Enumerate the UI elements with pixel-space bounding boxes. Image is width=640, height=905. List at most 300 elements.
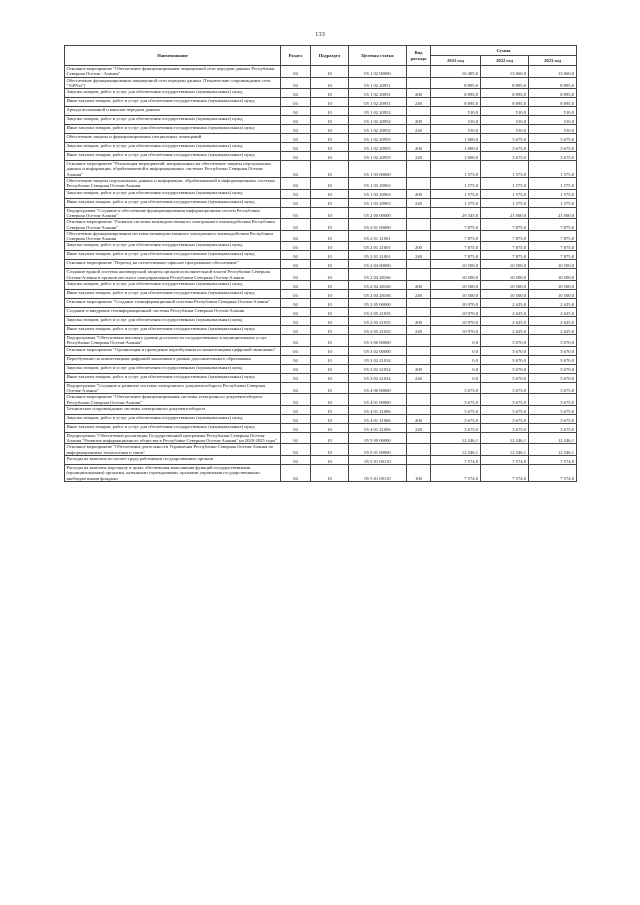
row-sum-2023: 10 500,0 [529,281,577,290]
row-vid: 200 [407,414,431,423]
table-row [65,308,577,317]
table-row [65,290,577,299]
table-row [65,189,577,198]
row-target: 05 1 03 00000 [349,161,407,178]
row-sum-2023: 510,0 [529,116,577,125]
col-header-2022: 2022 год [481,56,529,66]
row-sum-2022: 1 575,0 [481,161,529,178]
row-sum-2022: 5 670,0 [481,364,529,373]
row-sum-2021: 0,0 [431,346,481,355]
row-sum-2022: 8 895,0 [481,89,529,98]
row-vid [407,134,431,143]
row-name: Основное мероприятие "Создание геоинформационной системы Республики Северная Осетия-Алания" [65,299,281,308]
row-target: 05 1 02 20955 [349,134,407,143]
row-vid [407,299,431,308]
row-sum-2022: 13 060,0 [481,66,529,78]
row-sum-2022: 8 895,0 [481,77,529,89]
budget-table [64,45,577,482]
table-row [65,281,577,290]
row-name: Иные закупки товаров, работ и услуг для обеспечения государственных (муниципальных) нужд [65,326,281,335]
row-sum-2023: 10 500,0 [529,269,577,281]
row-sum-2022: 2 625,0 [481,326,529,335]
row-sum-2022: 12 246,1 [481,432,529,444]
row-sum-2022: 7 574,0 [481,456,529,465]
row-vid [407,66,431,78]
table-row [65,242,577,251]
table-row [65,230,577,242]
row-sum-2022: 10 500,0 [481,290,529,299]
table-row [65,116,577,125]
row-razdel: 04 [281,178,311,190]
row-podrazdel: 10 [311,242,349,251]
row-podrazdel: 10 [311,134,349,143]
row-sum-2023: 8 895,0 [529,77,577,89]
row-sum-2021: 510,0 [431,125,481,134]
row-vid: 240 [407,125,431,134]
row-sum-2023: 8 895,0 [529,98,577,107]
row-name: Расходы на выплаты персоналу в целях обеспечения выполнения функций государственными (муниципальными) органами, казенными учреждениями, органами управления государственными внебюджетными фондами [65,465,281,482]
table-row [65,260,577,269]
row-razdel: 04 [281,77,311,89]
row-target: 05 3 02 21034 [349,364,407,373]
row-sum-2022: 1 575,0 [481,189,529,198]
row-sum-2022: 3 675,0 [481,382,529,394]
row-sum-2021: 1 000,0 [431,143,481,152]
row-podrazdel: 10 [311,77,349,89]
row-name: Основное мероприятие "Организация и проведение переобучения по компетенциям цифровой экономики" [65,346,281,355]
row-target: 05 4 00 00000 [349,382,407,394]
row-sum-2023: 2 625,0 [529,299,577,308]
row-vid [407,335,431,347]
row-sum-2023: 1 575,0 [529,189,577,198]
row-vid [407,260,431,269]
row-name: Закупка товаров, работ и услуг для обеспечения государственных (муниципальных) нужд [65,143,281,152]
row-target: 05 1 03 20963 [349,198,407,207]
table-row [65,134,577,143]
row-sum-2021: 3 675,0 [431,382,481,394]
row-sum-2022: 5 670,0 [481,335,529,347]
row-podrazdel: 10 [311,444,349,456]
row-podrazdel: 10 [311,465,349,482]
row-name: Иные закупки товаров, работ и услуг для обеспечения государственных (муниципальных) нужд [65,152,281,161]
row-name: Основное мероприятие "Обеспечение функционирования защищенной сети передачи данных Республики Северная Осетия - Алания" [65,66,281,78]
row-target: 05 3 00 00000 [349,335,407,347]
row-podrazdel: 10 [311,364,349,373]
row-razdel: 04 [281,444,311,456]
row-podrazdel: 10 [311,405,349,414]
row-razdel: 04 [281,281,311,290]
table-row [65,125,577,134]
row-sum-2022: 12 246,1 [481,444,529,456]
row-razdel: 04 [281,230,311,242]
table-row [65,269,577,281]
row-sum-2022: 1 575,0 [481,178,529,190]
row-razdel: 04 [281,269,311,281]
row-sum-2021: 3 675,0 [431,414,481,423]
row-name: Расходы на выплаты по оплате труда работников государственных органов [65,456,281,465]
row-podrazdel: 10 [311,89,349,98]
row-target: 05 5 01 00000 [349,444,407,456]
row-name: Закупка товаров, работ и услуг для обеспечения государственных (муниципальных) нужд [65,364,281,373]
row-razdel: 04 [281,290,311,299]
row-razdel: 04 [281,364,311,373]
row-vid: 200 [407,189,431,198]
row-sum-2021: 10 970,0 [431,317,481,326]
row-vid [407,178,431,190]
table-row [65,355,577,364]
row-podrazdel: 10 [311,432,349,444]
row-sum-2021: 1 575,0 [431,189,481,198]
row-podrazdel: 10 [311,346,349,355]
row-sum-2023: 5 670,0 [529,355,577,364]
row-vid: 200 [407,116,431,125]
row-sum-2022: 10 500,0 [481,260,529,269]
row-vid: 240 [407,98,431,107]
row-sum-2021: 0,0 [431,355,481,364]
row-sum-2021: 10 500,0 [431,260,481,269]
row-sum-2022: 3 675,0 [481,143,529,152]
col-header-sum: Сумма [431,46,577,56]
col-header-2021: 2021 год [431,56,481,66]
row-name: Иные закупки товаров, работ и услуг для обеспечения государственных (муниципальных) нужд [65,251,281,260]
table-row [65,178,577,190]
row-podrazdel: 10 [311,335,349,347]
row-sum-2023: 7 875,0 [529,251,577,260]
row-vid: 240 [407,251,431,260]
row-vid: 200 [407,281,431,290]
row-target: 05 2 05 21035 [349,308,407,317]
row-vid [407,405,431,414]
row-target: 05 2 01 21001 [349,242,407,251]
row-sum-2023: 3 675,0 [529,394,577,406]
row-podrazdel: 10 [311,125,349,134]
row-target: 05 1 02 20952 [349,107,407,116]
table-row [65,198,577,207]
col-header-vid: Вид расхода [407,46,431,66]
table-row [65,382,577,394]
row-vid [407,207,431,219]
row-target: 05 2 04 00000 [349,260,407,269]
row-target: 05 1 02 20952 [349,125,407,134]
row-name: Иные закупки товаров, работ и услуг для обеспечения государственных (муниципальных) нужд [65,423,281,432]
row-target: 05 2 04 28166 [349,281,407,290]
row-razdel: 04 [281,189,311,198]
row-target: 05 1 03 20963 [349,178,407,190]
row-sum-2021: 1 575,0 [431,198,481,207]
row-podrazdel: 10 [311,143,349,152]
row-sum-2022: 3 675,0 [481,405,529,414]
row-sum-2021: 7 574,0 [431,456,481,465]
row-sum-2021: 7 875,0 [431,251,481,260]
row-razdel: 04 [281,382,311,394]
row-sum-2022: 10 500,0 [481,281,529,290]
row-sum-2022: 8 895,0 [481,98,529,107]
row-sum-2022: 7 875,0 [481,219,529,231]
table-row [65,423,577,432]
row-sum-2022: 2 625,0 [481,299,529,308]
row-podrazdel: 10 [311,394,349,406]
row-sum-2022: 7 875,0 [481,251,529,260]
row-name: Иные закупки товаров, работ и услуг для обеспечения государственных (муниципальных) нужд [65,373,281,382]
table-row [65,432,577,444]
table-body [65,66,577,482]
col-header-name: Наименование [65,46,281,66]
row-target: 05 1 02 20951 [349,98,407,107]
row-target: 05 1 02 20951 [349,77,407,89]
row-name: Обеспечение функционирования защищенной сети передачи данных (Технические сопровождение сети "ViPNet") [65,77,281,89]
row-sum-2022: 3 675,0 [481,423,529,432]
row-target: 05 1 02 20955 [349,152,407,161]
row-razdel: 04 [281,198,311,207]
row-target: 05 2 05 00000 [349,299,407,308]
table-row [65,326,577,335]
row-sum-2023: 7 574,0 [529,456,577,465]
row-razdel: 04 [281,152,311,161]
row-name: Закупка товаров, работ и услуг для обеспечения государственных (муниципальных) нужд [65,116,281,125]
row-name: Основное мероприятие "Реализация мероприятий, направленных на обеспечение защиты персональных данных и информации, обрабатываемой в информационных системах Республики Северная Осетия-Алания" [65,161,281,178]
row-vid [407,444,431,456]
row-target: 05 2 00 00000 [349,207,407,219]
row-name: Основное мероприятие "Развитие системы межведомственного электронного взаимодействия Республики Северная Осетия-Алания" [65,219,281,231]
row-name: Иные закупки товаров, работ и услуг для обеспечения государственных (муниципальных) нужд [65,125,281,134]
row-podrazdel: 10 [311,161,349,178]
row-sum-2022: 5 670,0 [481,373,529,382]
table-row [65,89,577,98]
row-name: Подпрограмма "Создание и обеспечение функционирования информационных систем Республики Северная Осетия-Алания" [65,207,281,219]
row-sum-2022: 5 670,0 [481,355,529,364]
row-vid: 240 [407,152,431,161]
row-razdel: 04 [281,465,311,482]
row-sum-2022: 2 625,0 [481,317,529,326]
row-razdel: 04 [281,134,311,143]
table-row [65,456,577,465]
row-target: 05 3 02 21034 [349,373,407,382]
row-target: 05 2 05 21035 [349,326,407,335]
row-podrazdel: 10 [311,373,349,382]
row-sum-2022: 7 574,0 [481,465,529,482]
row-podrazdel: 10 [311,317,349,326]
row-target: 05 5 00 00000 [349,432,407,444]
row-razdel: 04 [281,98,311,107]
table-row [65,161,577,178]
row-name: Иные закупки товаров, работ и услуг для обеспечения государственных (муниципальных) нужд [65,198,281,207]
row-sum-2023: 1 575,0 [529,198,577,207]
row-sum-2022: 3 675,0 [481,414,529,423]
row-target: 05 1 02 00000 [349,66,407,78]
row-name: Подпрограмма "Обеспечение высокого уровня доступности государственных и муниципальных услуг Республики Северная Осетия-Алания" [65,335,281,347]
row-sum-2023: 3 675,0 [529,423,577,432]
row-target: 05 2 04 28166 [349,269,407,281]
row-razdel: 04 [281,432,311,444]
row-razdel: 04 [281,456,311,465]
row-vid: 240 [407,326,431,335]
row-name: Подпрограмма "Создание и развитие системы электронного документооборота Республики Северная Осетия-Алания" [65,382,281,394]
row-vid [407,107,431,116]
row-sum-2022: 1 575,0 [481,198,529,207]
row-podrazdel: 10 [311,207,349,219]
row-sum-2021: 8 895,0 [431,77,481,89]
row-name: Подпрограмма "Обеспечение реализации Государственной программы Республики Северная Осетия-Алания "Развитие информационного общества в Республике Северная Осетия-Алания" на 2020-2025 годы" [65,432,281,444]
row-target: 05 3 02 00000 [349,346,407,355]
row-name: Основное мероприятие "Обеспечение деятельности Управления Республики Северная Осетия-Алания по информационным технологиям и связи" [65,444,281,456]
row-vid [407,230,431,242]
row-sum-2023: 510,0 [529,107,577,116]
row-name: Закупка товаров, работ и услуг для обеспечения государственных (муниципальных) нужд [65,189,281,198]
row-sum-2021: 10 500,0 [431,269,481,281]
row-sum-2023: 7 574,0 [529,465,577,482]
row-sum-2022: 7 875,0 [481,242,529,251]
row-target: 05 2 01 21001 [349,251,407,260]
row-razdel: 04 [281,251,311,260]
col-header-target: Целевая статья [349,46,407,66]
row-sum-2021: 10 970,0 [431,326,481,335]
row-name: Закупка товаров, работ и услуг для обеспечения государственных (муниципальных) нужд [65,317,281,326]
row-razdel: 04 [281,346,311,355]
row-razdel: 04 [281,161,311,178]
row-sum-2023: 510,0 [529,125,577,134]
row-target: 05 1 02 20951 [349,89,407,98]
row-razdel: 04 [281,355,311,364]
row-razdel: 04 [281,335,311,347]
table-row [65,77,577,89]
row-podrazdel: 10 [311,251,349,260]
row-sum-2022: 21 000,0 [481,207,529,219]
table-row [65,299,577,308]
row-sum-2023: 3 675,0 [529,414,577,423]
row-name: Создание единой системы антивирусной защиты органов исполнительной власти Республики Северная Осетия-Алания и органов местного самоуправления Республики Северная Осетия-Алания [65,269,281,281]
row-name: Иные закупки товаров, работ и услуг для обеспечения государственных (муниципальных) нужд [65,290,281,299]
table-row [65,346,577,355]
row-podrazdel: 10 [311,281,349,290]
row-name: Закупка товаров, работ и услуг для обеспечения государственных (муниципальных) нужд [65,414,281,423]
row-vid [407,77,431,89]
row-sum-2022: 7 875,0 [481,230,529,242]
row-razdel: 04 [281,116,311,125]
row-podrazdel: 10 [311,152,349,161]
row-podrazdel: 10 [311,290,349,299]
row-target: 05 4 01 21006 [349,405,407,414]
row-target: 05 1 02 20952 [349,116,407,125]
row-sum-2021: 10 500,0 [431,290,481,299]
row-vid [407,219,431,231]
row-podrazdel: 10 [311,178,349,190]
row-sum-2021: 7 574,0 [431,465,481,482]
row-podrazdel: 10 [311,355,349,364]
table-row [65,364,577,373]
row-vid [407,346,431,355]
row-target: 05 4 01 21006 [349,414,407,423]
row-sum-2023: 7 875,0 [529,230,577,242]
row-sum-2021: 10 500,0 [431,281,481,290]
row-sum-2023: 2 625,0 [529,317,577,326]
row-razdel: 04 [281,414,311,423]
row-sum-2021: 10 970,0 [431,299,481,308]
row-podrazdel: 10 [311,269,349,281]
row-sum-2021: 10 405,0 [431,66,481,78]
col-header-2023: 2023 год [529,56,577,66]
row-sum-2023: 10 500,0 [529,260,577,269]
row-sum-2022: 3 675,0 [481,134,529,143]
row-sum-2023: 12 246,1 [529,432,577,444]
row-name: Обеспечение защиты и функционирования специальных помещений [65,134,281,143]
row-sum-2021: 3 675,0 [431,423,481,432]
row-vid [407,355,431,364]
row-vid: 200 [407,317,431,326]
row-sum-2021: 1 575,0 [431,161,481,178]
row-vid [407,456,431,465]
row-sum-2021: 8 895,0 [431,98,481,107]
row-sum-2023: 1 575,0 [529,178,577,190]
row-sum-2023: 13 060,0 [529,66,577,78]
row-target: 05 1 02 20955 [349,143,407,152]
row-sum-2021: 510,0 [431,107,481,116]
row-razdel: 04 [281,125,311,134]
row-podrazdel: 10 [311,326,349,335]
row-vid [407,432,431,444]
row-sum-2021: 10 970,0 [431,308,481,317]
table-row [65,335,577,347]
row-sum-2021: 0,0 [431,335,481,347]
row-sum-2022: 2 625,0 [481,308,529,317]
row-sum-2021: 12 246,1 [431,432,481,444]
row-podrazdel: 10 [311,382,349,394]
row-sum-2023: 8 895,0 [529,89,577,98]
row-vid: 240 [407,373,431,382]
row-vid: 200 [407,364,431,373]
row-sum-2023: 3 675,0 [529,134,577,143]
row-vid: 240 [407,198,431,207]
page-number: 133 [315,31,325,38]
row-razdel: 04 [281,89,311,98]
table-row [65,394,577,406]
row-sum-2023: 5 670,0 [529,373,577,382]
table-row [65,251,577,260]
row-sum-2023: 5 670,0 [529,364,577,373]
row-name: Основное мероприятие "Обеспечение функционирования системы электронного документооборота Республики Северная Осетия-Алания" [65,394,281,406]
row-vid [407,161,431,178]
row-target: 05 4 01 00000 [349,394,407,406]
row-sum-2022: 10 500,0 [481,269,529,281]
row-vid [407,269,431,281]
row-sum-2021: 1 000,0 [431,152,481,161]
row-razdel: 04 [281,423,311,432]
row-podrazdel: 10 [311,219,349,231]
row-name: Техническое сопровождение системы электронного документооборота [65,405,281,414]
row-target: 05 2 05 21035 [349,317,407,326]
row-razdel: 04 [281,143,311,152]
row-target: 05 5 01 00110 [349,465,407,482]
row-podrazdel: 10 [311,198,349,207]
row-sum-2022: 3 675,0 [481,152,529,161]
row-sum-2023: 5 670,0 [529,335,577,347]
table-row [65,152,577,161]
row-sum-2023: 3 675,0 [529,152,577,161]
row-target: 05 2 04 28166 [349,290,407,299]
row-vid: 240 [407,290,431,299]
row-sum-2023: 10 500,0 [529,290,577,299]
row-podrazdel: 10 [311,456,349,465]
row-sum-2023: 12 246,1 [529,444,577,456]
row-vid: 200 [407,89,431,98]
row-podrazdel: 10 [311,308,349,317]
table-row [65,317,577,326]
row-sum-2023: 7 875,0 [529,242,577,251]
row-sum-2021: 1 575,0 [431,178,481,190]
row-sum-2021: 510,0 [431,116,481,125]
row-target: 05 5 01 00110 [349,456,407,465]
row-sum-2023: 5 670,0 [529,346,577,355]
row-vid [407,382,431,394]
